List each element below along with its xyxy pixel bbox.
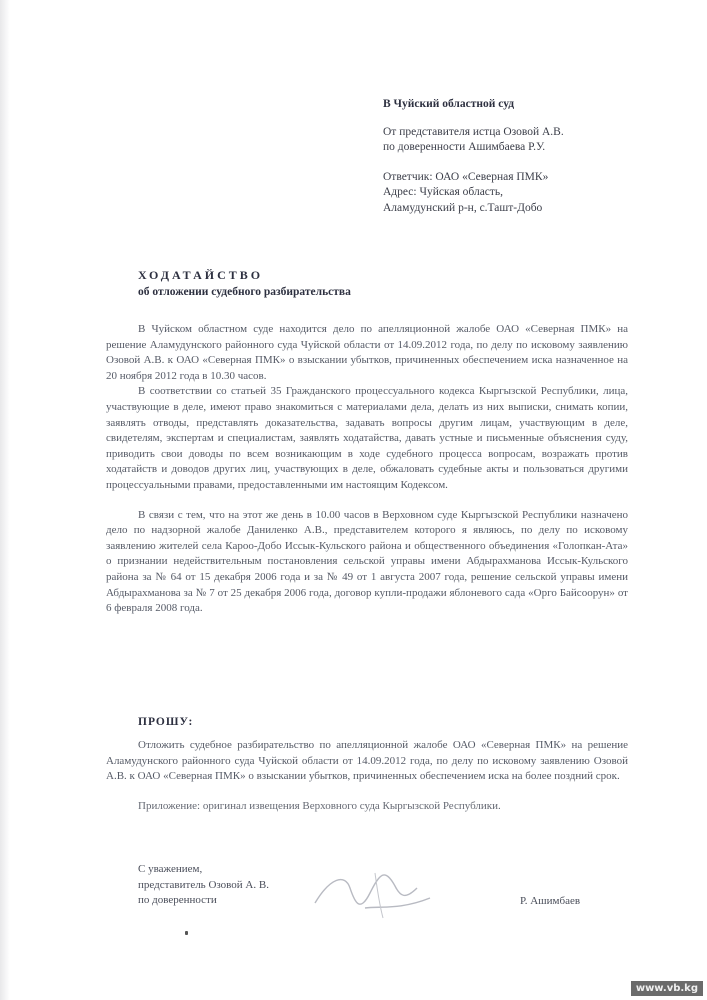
closing-line-3: по доверенности — [138, 894, 217, 906]
handwritten-signature — [305, 848, 445, 928]
request-heading: ПРОШУ: — [138, 716, 194, 728]
sender-line-2: по доверенности Ашимбаева Р.У. — [383, 141, 546, 153]
request-text: Отложить судебное разбирательство по апелляционной жалобе ОАО «Северная ПМК» на решение Аламудунского районного суда Чуйской области от 14.09.2012 года, по делу по исковому заявлению Озовой А.В. к ОАО «Северная ПМК» о взыскании убытков, причиненных обеспечением иска на более поздний срок. — [106, 739, 628, 783]
sender-line-1: От представителя истца Озовой А.В. — [383, 125, 564, 138]
closing-line-1: С уважением, — [138, 863, 203, 875]
defendant-address-1: Адрес: Чуйская область, — [383, 186, 504, 198]
court-name: В Чуйский областной суд — [383, 98, 515, 110]
scan-speck — [185, 931, 188, 935]
paragraph-legal-basis: В соответствии со статьей 35 Гражданского процессуального кодекса Кыргызской Республики, лица, участвующие в деле, имеют право знакомиться с материалами дела, делать из них выписки, снимать копии, заявлять отводы, представлять доказательства, задавать вопросы другим лицам, участвующим в деле, свидетелям, экспертам и специалистам, заявлять ходатайства, давать устные и письменные объяснения суду, приводить свои доводы по всем возникающим в ходе судебного процесса вопросам, возражать против ходатайств и доводов других лиц, участвующих в деле, обжаловать судебные акты и пользоваться другими процессуальными правами, предоставленными им настоящим Кодексом. — [106, 385, 628, 491]
addressee-block — [383, 97, 683, 230]
sender-block — [383, 125, 683, 156]
signer-name: Р. Ашимбаев — [520, 895, 581, 907]
closing-line-2: представитель Озовой А. В. — [138, 878, 269, 891]
defendant-block — [383, 170, 683, 217]
scan-edge-shadow — [0, 0, 10, 1000]
request-block — [106, 738, 628, 785]
defendant-name: Ответчик: ОАО «Северная ПМК» — [383, 170, 549, 183]
closing-block — [138, 862, 269, 909]
document-title: ХОДАТАЙСТВО — [138, 268, 264, 282]
defendant-address-2: Аламудунский р-н, с.Ташт-Добо — [383, 201, 543, 214]
watermark-badge: www.vb.kg — [631, 981, 703, 996]
paragraph-conflict: В связи с тем, что на этот же день в 10.00 часов в Верховном суде Кыргызской Республики назначено дело по надзорной жалобе Даниленко А.В., представителем которого я являюсь, по делу по исковому заявлению жителей села Кароо-Добо Иссык-Кульского района и общественного объединения «Голопкан-Ата» о признании недействительным постановления сельской управы имени Абдырахманова Иссык-Кульского района за № 64 от 15 декабря 2006 года и за № 49 от 1 августа 2007 года, решение сельской управы имени Абдырахманова за № 7 от 25 декабря 2006 года, договор купли-продажи яблоневого сада «Орго Байсоорун» от 6 февраля 2008 года. — [106, 508, 628, 615]
annex-line: Приложение: оригинал извещения Верховного суда Кыргызской Республики. — [138, 800, 501, 812]
paragraph-case-info: В Чуйском областном суде находится дело по апелляционной жалобе ОАО «Северная ПМК» на решение Аламудунского районного суда Чуйской области от 14.09.2012 года, по делу по исковому заявлению Озовой А.В. к ОАО «Северная ПМК» о взыскании убытков, причиненных обеспечением иска назначенное на 20 ноября 2012 года в 10.30 часов. — [106, 323, 628, 382]
document-subtitle: об отложении судебного разбирательства — [138, 286, 351, 298]
document-body — [106, 322, 628, 617]
